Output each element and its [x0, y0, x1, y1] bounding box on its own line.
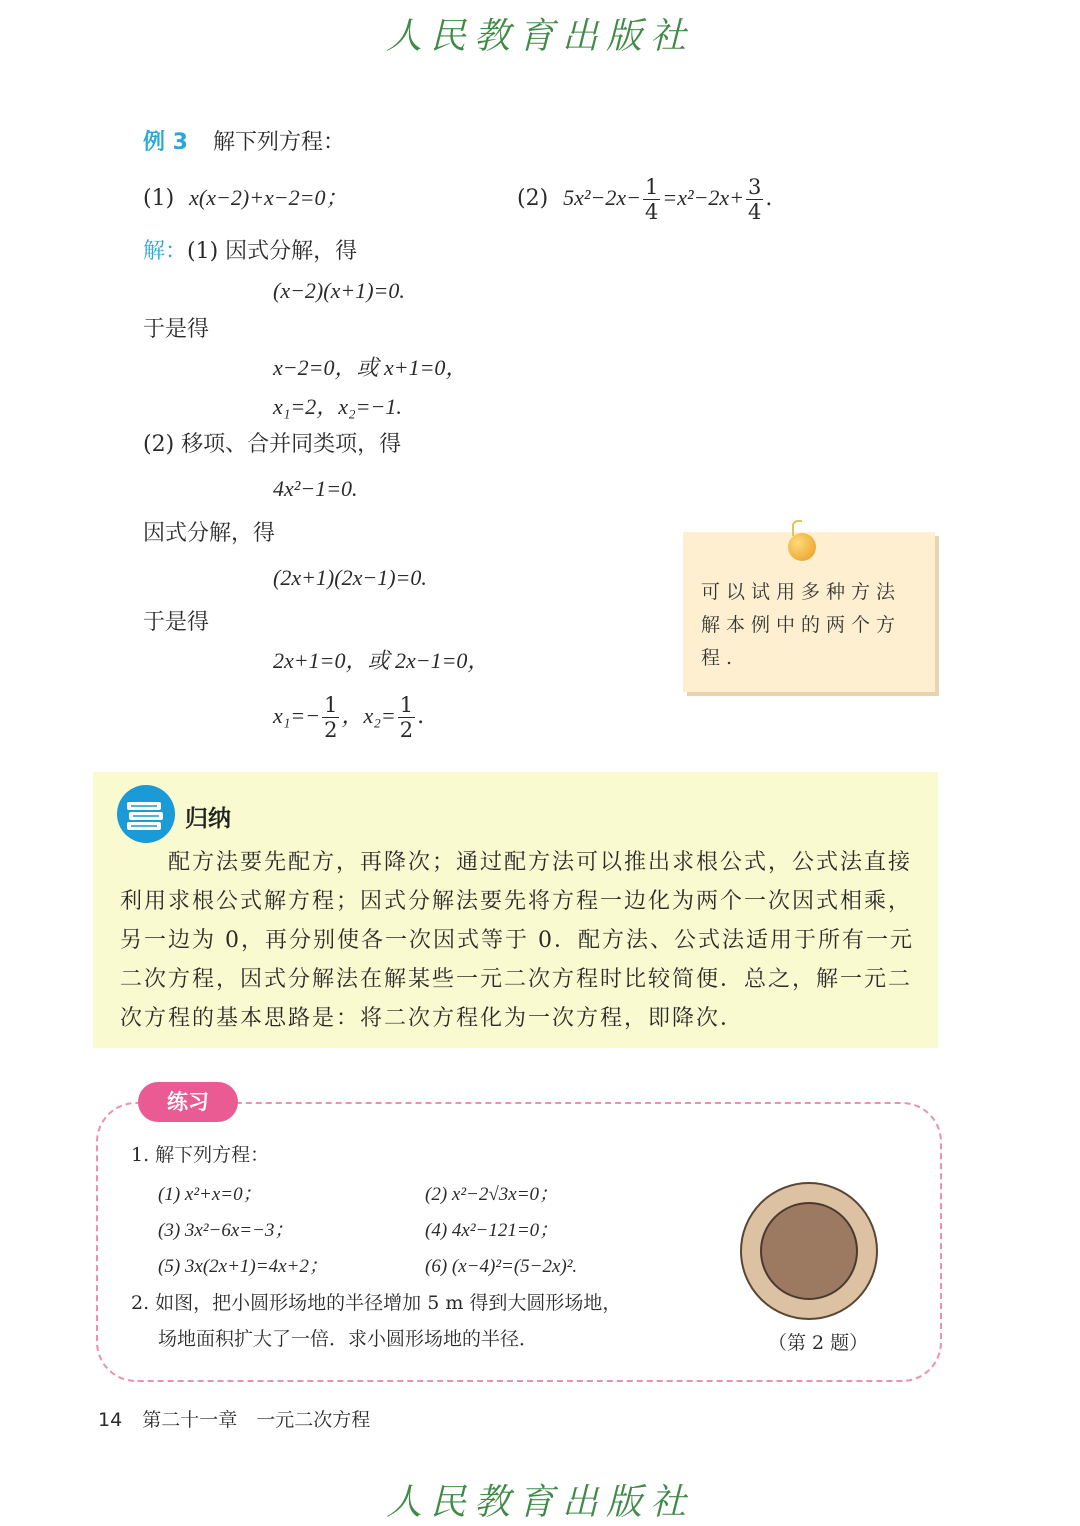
- summary-text: 配方法要先配方，再降次；通过配方法可以推出求根公式，公式法直接利用求根公式解方程；因式分解法要先将方程一边化为两个一次因式相乘，另一边为 0，再分别使各一次因式等于 0．配方法、公式法适用于所有一元二次方程，因式分解法在解某些一元二次方程时比较简便．总之，解一元二次方程的基本思路是：将二次方程化为一次方程，即降次．: [120, 850, 914, 1031]
- equation-split-1: x−2=0，或 x+1=0，: [273, 355, 468, 380]
- concentric-circles-figure: [738, 1180, 880, 1322]
- problem-1-equation: x(x−2)+x−2=0；: [189, 185, 348, 210]
- solution-step-2: (2) 移项、合并同类项，得: [143, 432, 402, 457]
- pushpin-icon: [788, 533, 816, 561]
- example-label: 例 3: [143, 130, 188, 155]
- chapter-title: 第二十一章 一元二次方程: [142, 1409, 371, 1431]
- problem-2-mid: =x²−2x+: [662, 185, 745, 210]
- roots-1: x₁=2，x₂=−1.: [273, 394, 402, 419]
- example-problem-1: [143, 183, 348, 214]
- solution-then-2: 于是得: [143, 610, 210, 635]
- practice-item-5: (5) 3x(2x+1)=4x+2；: [158, 1256, 328, 1277]
- books-icon: [117, 785, 175, 843]
- problem-2-lhs: 5x²−2x−: [563, 185, 641, 210]
- solution-then: 于是得: [143, 317, 210, 342]
- fraction-three-quarters: $\frac{3}{4}$: [748, 174, 762, 224]
- sticky-note-text: 可以试用多种方法解本例中的两个方程.: [701, 581, 902, 669]
- root-1-label: x₁=−: [273, 703, 321, 728]
- equation-factored-2: (2x+1)(2x−1)=0.: [273, 565, 427, 590]
- solution-factor-2: 因式分解，得: [143, 521, 276, 546]
- practice-question-1: 1. 解下列方程：: [131, 1144, 270, 1166]
- practice-badge: 练习: [138, 1082, 238, 1122]
- publisher-logo-bottom: 人民教育出版社: [385, 1482, 694, 1523]
- problem-2-number: (2): [517, 186, 549, 211]
- practice-question-2-line-2: 场地面积扩大了一倍．求小圆形场地的半径．: [158, 1328, 539, 1350]
- fraction-one-half-a: $\frac{1}{2}$: [324, 692, 338, 742]
- root-2-label: ，x₂=: [341, 703, 396, 728]
- roots-2: x₁=− $\frac{1}{2}$ ，x₂= $\frac{1}{2}$ .: [273, 692, 425, 742]
- solution-label: 解：: [143, 239, 188, 264]
- publisher-logo: 人民教育出版社: [385, 16, 694, 57]
- equation-simplified-2: 4x²−1=0.: [273, 476, 358, 501]
- fraction-one-half-b: $\frac{1}{2}$: [399, 692, 414, 742]
- equation-factored-1: (x−2)(x+1)=0.: [273, 278, 405, 303]
- fraction-one-quarter: $\frac{1}{4}$: [645, 174, 659, 224]
- summary-title: 归纳: [185, 806, 231, 832]
- practice-question-2-line-1: 2. 如图，把小圆形场地的半径增加 5 m 得到大圆形场地，: [131, 1292, 622, 1314]
- problem-1-number: (1): [143, 186, 175, 211]
- figure-caption: （第 2 题）: [768, 1332, 869, 1354]
- solution-step-1: [143, 237, 357, 267]
- equation-split-2: 2x+1=0，或 2x−1=0，: [273, 648, 490, 673]
- example-problem-2: [517, 170, 772, 227]
- practice-item-1: (1) x²+x=0；: [158, 1184, 262, 1205]
- practice-item-6: (6) (x−4)²=(5−2x)².: [425, 1256, 578, 1277]
- page-number: 14: [98, 1409, 123, 1431]
- practice-item-4: (4) 4x²−121=0；: [425, 1220, 559, 1241]
- problem-2-end: .: [765, 186, 773, 211]
- solution-step-1-text: (1) 因式分解，得: [187, 239, 358, 264]
- practice-item-2: (2) x²−2√3x=0；: [425, 1184, 559, 1205]
- example-title: 解下列方程：: [212, 130, 345, 155]
- example-heading: [143, 128, 345, 158]
- practice-item-3: (3) 3x²−6x=−3；: [158, 1220, 294, 1241]
- page-footer: [98, 1405, 370, 1432]
